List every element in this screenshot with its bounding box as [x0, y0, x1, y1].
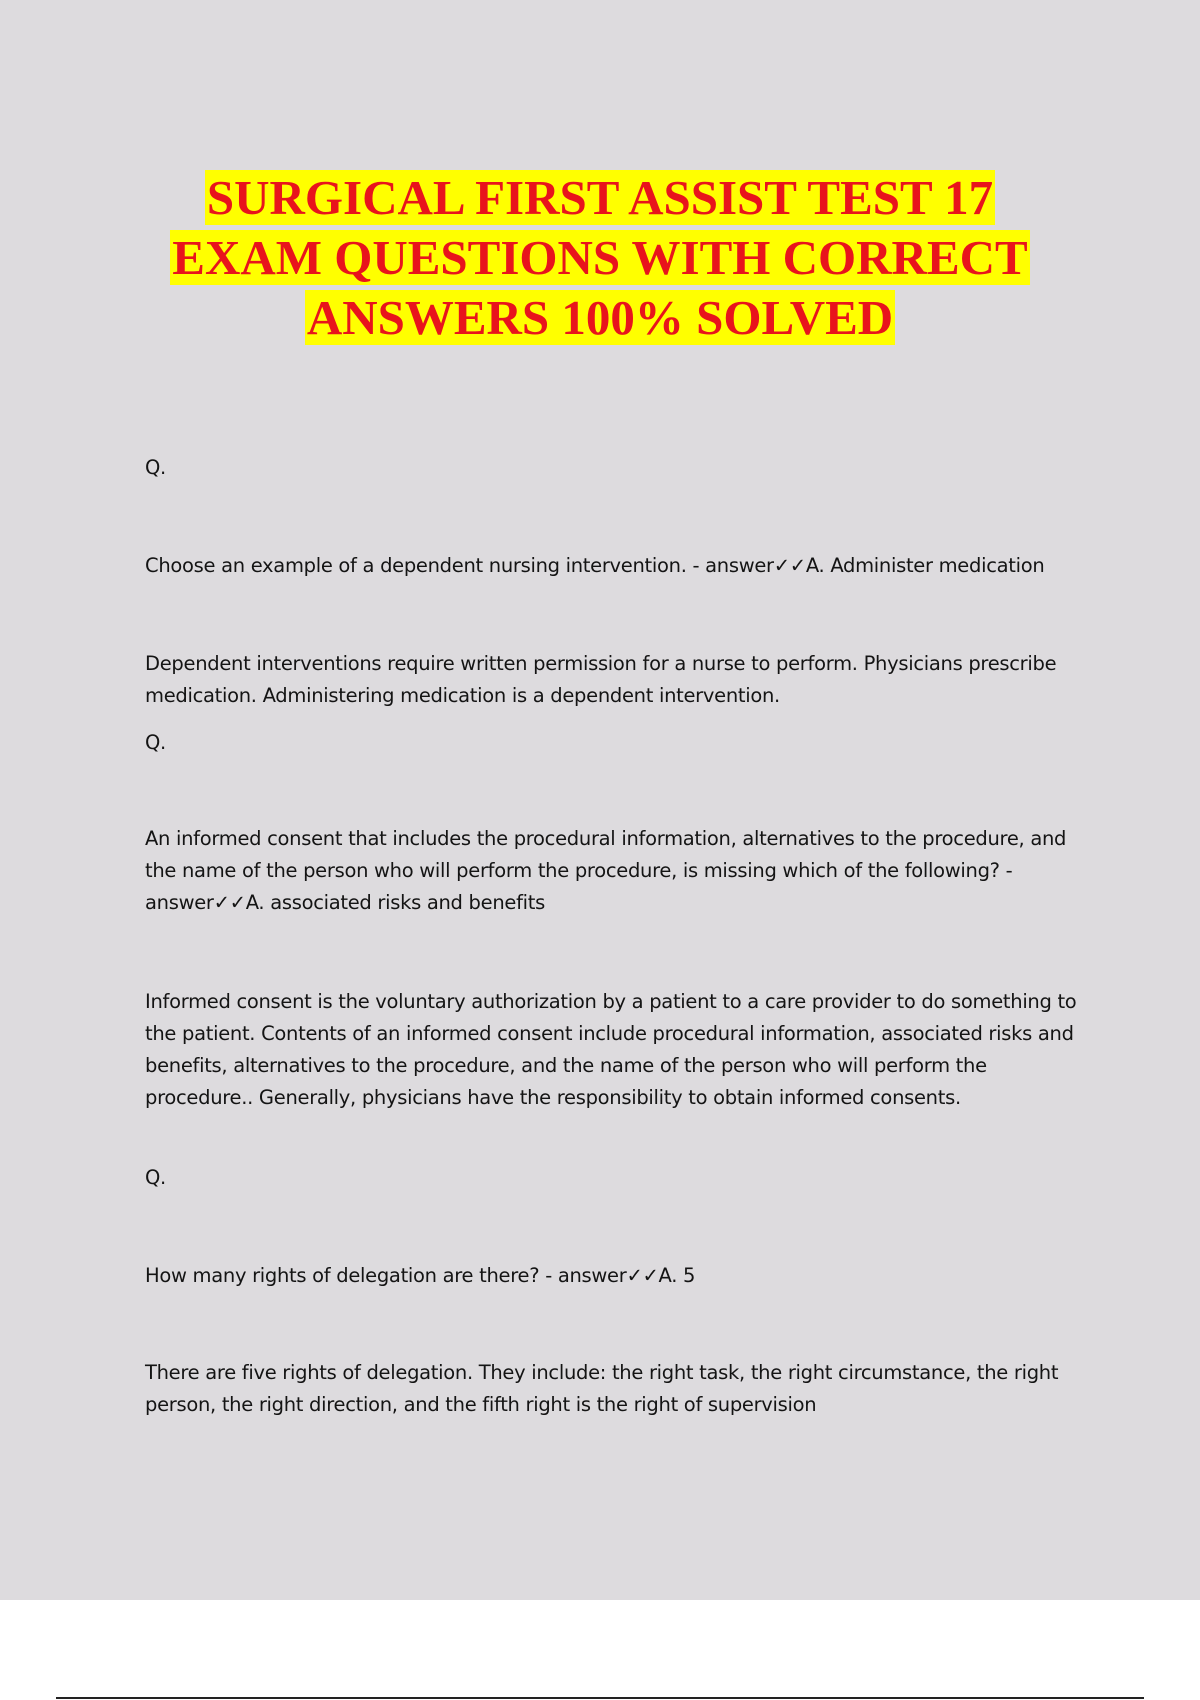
- title-line: EXAM QUESTIONS WITH CORRECT: [172, 230, 1028, 285]
- answer-explanation: There are five rights of delegation. They include: the right task, the right circumstance, the right person, the right direction, and the fifth right is the right of supervision: [145, 1361, 1059, 1416]
- title-line: SURGICAL FIRST ASSIST TEST 17: [206, 170, 994, 225]
- footer-rule: [56, 1697, 1144, 1699]
- question-text: How many rights of delegation are there? - answer✓✓A. 5: [145, 1264, 696, 1287]
- answer-explanation: Informed consent is the voluntary authorization by a patient to a care provider to do something to the patient. Contents of an informed consent include procedural information, associated risks and benefits, alternatives to the procedure, and the name of the person who will perform the procedure.. Generally, physicians have the responsibility to obtain informed consents.: [145, 990, 1077, 1109]
- answer-explanation: Dependent interventions require written permission for a nurse to perform. Physicians prescribe medication. Administering medication is a dependent intervention.: [145, 652, 1057, 707]
- question-text: Choose an example of a dependent nursing intervention. - answer✓✓A. Administer medication: [145, 554, 1045, 577]
- question-marker: Q.: [145, 731, 166, 754]
- question-text: An informed consent that includes the procedural information, alternatives to the procedure, and the name of the person who will perform the procedure, is missing which of the following? - answer✓✓A. associated risks and benefits: [145, 827, 1067, 914]
- question-marker: Q.: [145, 1166, 166, 1189]
- question-marker: Q.: [145, 456, 166, 479]
- title-line: ANSWERS 100% SOLVED: [306, 290, 894, 345]
- document-title: [100, 168, 1100, 348]
